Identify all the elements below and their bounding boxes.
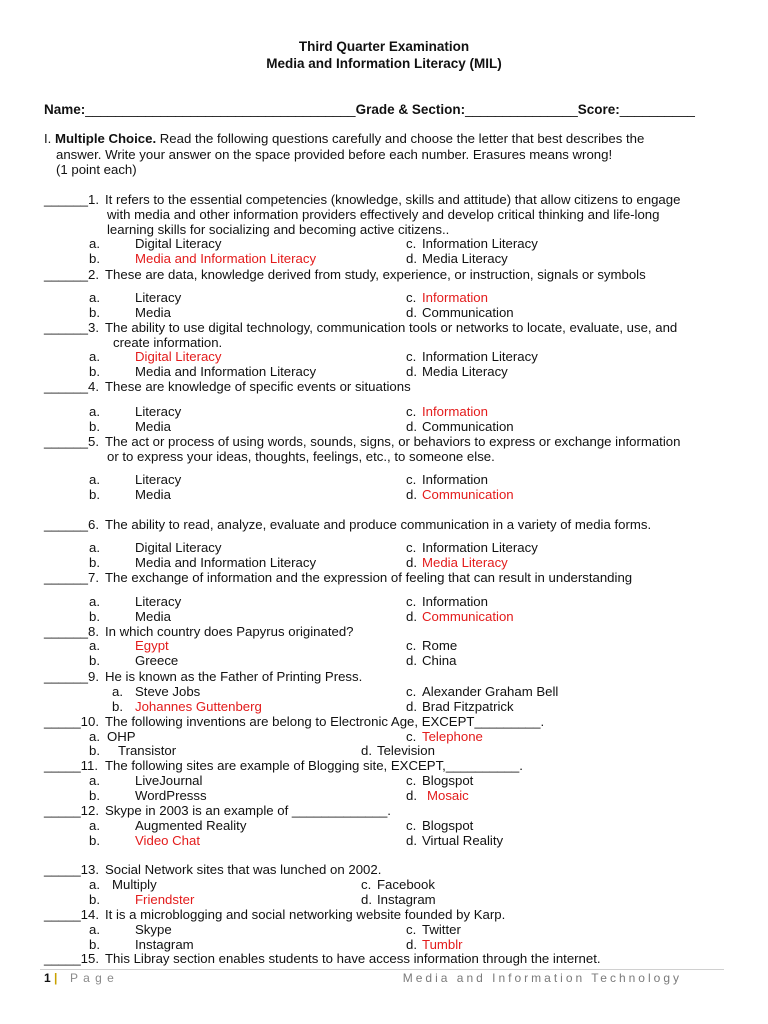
question-10-option-b-letter: b. — [89, 743, 100, 758]
question-3-line: create information. — [113, 335, 223, 350]
question-14-option-c-letter: c. — [406, 922, 417, 937]
question-4-option-c-letter: c. — [406, 404, 417, 419]
question-5-option-a-letter: a. — [89, 472, 100, 487]
question-5-option-d-letter: d. — [406, 487, 417, 502]
question-2-text — [105, 267, 720, 282]
question-5-option-c-letter: c. — [406, 472, 417, 487]
question-8-text — [105, 624, 720, 639]
question-7-option-c: Information — [422, 594, 488, 609]
name-label: Name: — [44, 102, 86, 117]
question-6-option-b: Media and Information Literacy — [135, 555, 317, 570]
question-14-option-d: Tumblr — [422, 937, 463, 952]
question-6-option-a-letter: a. — [89, 540, 100, 555]
question-11-option-d: Mosaic — [427, 788, 469, 803]
question-9-number: ______9. — [44, 669, 100, 684]
question-10-option-b: Transistor — [118, 743, 177, 758]
question-3-number: ______3. — [44, 320, 100, 335]
instructions-line-1: Read the following questions carefully and choose the letter that best describes the — [156, 131, 645, 146]
question-14-option-b-letter: b. — [89, 937, 100, 952]
question-1-option-c-letter: c. — [406, 236, 417, 251]
question-12-option-d: Virtual Reality — [422, 833, 504, 848]
question-14-option-a: Skype — [135, 922, 172, 937]
question-12-option-b-letter: b. — [89, 833, 100, 848]
question-2-option-d: Communication — [422, 305, 514, 320]
question-3-option-d: Media Literacy — [422, 364, 508, 379]
question-12-option-b: Video Chat — [135, 833, 201, 848]
question-14-option-d-letter: d. — [406, 937, 417, 952]
question-1-text — [105, 192, 720, 237]
question-14-option-c: Twitter — [422, 922, 461, 937]
question-5-option-c: Information — [422, 472, 488, 487]
question-8-line: In which country does Papyrus originated? — [105, 624, 354, 639]
question-13-line: Social Network sites that was lunched on 2002. — [105, 862, 382, 877]
page-separator: | — [50, 971, 58, 985]
student-info-line — [44, 102, 724, 117]
question-2-option-a: Literacy — [135, 290, 182, 305]
question-6-option-d: Media Literacy — [422, 555, 508, 570]
footer-course-title: Media and Information Technology — [402, 971, 682, 985]
question-9-option-a: Steve Jobs — [135, 684, 201, 699]
question-13-option-a: Multiply — [112, 877, 157, 892]
question-6-option-a: Digital Literacy — [135, 540, 222, 555]
question-10-option-c-letter: c. — [406, 729, 417, 744]
question-9-option-c-letter: c. — [406, 684, 417, 699]
question-2-line: These are data, knowledge derived from study, experience, or instruction, signals or symbols — [105, 267, 646, 282]
section-heading: Multiple Choice. — [55, 131, 157, 146]
question-13-option-d-letter: d. — [361, 892, 372, 907]
question-8-option-d-letter: d. — [406, 653, 417, 668]
question-6-option-c-letter: c. — [406, 540, 417, 555]
question-4-option-c: Information — [422, 404, 488, 419]
question-1-option-b: Media and Information Literacy — [135, 251, 317, 266]
instructions — [44, 131, 720, 178]
question-11-text — [105, 758, 720, 773]
question-7-option-d-letter: d. — [406, 609, 417, 624]
exam-subtitle: Media and Information Literacy (MIL) — [266, 56, 502, 71]
question-9-option-b: Johannes Guttenberg — [135, 699, 262, 714]
question-9-text — [105, 669, 720, 684]
question-9-option-d: Brad Fitzpatrick — [422, 699, 514, 714]
question-4-number: ______4. — [44, 379, 100, 394]
question-6-number: ______6. — [44, 517, 100, 532]
question-6-option-b-letter: b. — [89, 555, 100, 570]
question-10-option-d: Television — [377, 743, 435, 758]
question-9-option-b-letter: b. — [112, 699, 123, 714]
question-11-option-d-letter: d. — [406, 788, 417, 803]
question-4-option-d: Communication — [422, 419, 514, 434]
question-7-option-a: Literacy — [135, 594, 182, 609]
question-4-option-a-letter: a. — [89, 404, 100, 419]
page-number-value: 1 — [44, 971, 51, 985]
question-6-option-c: Information Literacy — [422, 540, 538, 555]
question-1-line: It refers to the essential competencies (knowledge, skills and attitude) that allow citizens to engage — [105, 192, 681, 207]
question-14-number: _____14. — [44, 907, 100, 922]
score-label: Score: — [577, 102, 620, 117]
page-number — [44, 971, 57, 985]
question-10-option-c: Telephone — [422, 729, 483, 744]
question-4-option-a: Literacy — [135, 404, 182, 419]
question-10-option-d-letter: d. — [361, 743, 372, 758]
question-1-number: ______1. — [44, 192, 100, 207]
question-8-option-b-letter: b. — [89, 653, 100, 668]
question-1-option-d: Media Literacy — [422, 251, 508, 266]
question-8-option-b: Greece — [135, 653, 179, 668]
question-13-option-c-letter: c. — [361, 877, 372, 892]
question-9-option-c: Alexander Graham Bell — [422, 684, 559, 699]
question-7-option-b: Media — [135, 609, 171, 624]
question-4-option-d-letter: d. — [406, 419, 417, 434]
question-2-option-d-letter: d. — [406, 305, 417, 320]
question-10-option-a: OHP — [107, 729, 136, 744]
question-3-option-c-letter: c. — [406, 349, 417, 364]
question-5-option-b-letter: b. — [89, 487, 100, 502]
question-7-number: ______7. — [44, 570, 100, 585]
score-blank: __________ — [619, 102, 695, 117]
question-11-option-a: LiveJournal — [135, 773, 203, 788]
question-5-number: ______5. — [44, 434, 100, 449]
page-label: P a g e — [70, 971, 115, 985]
question-10-line: The following inventions are belong to Electronic Age, EXCEPT_________. — [105, 714, 545, 729]
question-3-text — [105, 320, 720, 350]
question-1-option-b-letter: b. — [89, 251, 100, 266]
question-14-option-a-letter: a. — [89, 922, 100, 937]
question-15-number: _____15. — [44, 951, 100, 966]
question-13-text — [105, 862, 720, 877]
question-13-option-c: Facebook — [377, 877, 435, 892]
question-6-text — [105, 517, 720, 532]
grade-section-blank: _______________ — [465, 102, 578, 117]
question-2-option-a-letter: a. — [89, 290, 100, 305]
question-6-option-d-letter: d. — [406, 555, 417, 570]
question-15-text — [105, 951, 720, 966]
question-1-line: learning skills for socializing and becoming active citizens.. — [107, 222, 450, 237]
question-4-option-b-letter: b. — [89, 419, 100, 434]
question-9-option-d-letter: d. — [406, 699, 417, 714]
question-1-option-c: Information Literacy — [422, 236, 538, 251]
question-3-option-b: Media and Information Literacy — [135, 364, 317, 379]
section-number: I. — [44, 131, 52, 146]
question-13-option-a-letter: a. — [89, 877, 100, 892]
question-3-option-c: Information Literacy — [422, 349, 538, 364]
question-1-option-a-letter: a. — [89, 236, 100, 251]
question-11-line: The following sites are example of Blogging site, EXCEPT,__________. — [105, 758, 523, 773]
question-8-option-c: Rome — [422, 638, 458, 653]
question-2-option-c: Information — [422, 290, 488, 305]
question-5-line: or to express your ideas, thoughts, feelings, etc., to someone else. — [107, 449, 495, 464]
question-7-option-b-letter: b. — [89, 609, 100, 624]
question-4-option-b: Media — [135, 419, 171, 434]
exam-title: Third Quarter Examination — [298, 39, 470, 54]
question-13-option-b: Friendster — [135, 892, 195, 907]
question-5-option-b: Media — [135, 487, 171, 502]
question-14-line: It is a microblogging and social networking website founded by Karp. — [105, 907, 506, 922]
name-blank: ____________________________________ — [85, 102, 356, 117]
question-6-line: The ability to read, analyze, evaluate and produce communication in a variety of media forms. — [105, 517, 652, 532]
question-8-option-a: Egypt — [135, 638, 169, 653]
question-3-line: The ability to use digital technology, communication tools or networks to locate, evaluate, use, and — [105, 320, 678, 335]
question-11-number: _____11. — [44, 758, 99, 773]
question-2-option-c-letter: c. — [406, 290, 417, 305]
question-8-option-c-letter: c. — [406, 638, 417, 653]
question-2-option-b: Media — [135, 305, 171, 320]
question-4-text — [105, 379, 720, 394]
question-8-number: ______8. — [44, 624, 100, 639]
question-11-option-c: Blogspot — [422, 773, 474, 788]
question-12-option-c: Blogspot — [422, 818, 474, 833]
question-10-option-a-letter: a. — [89, 729, 100, 744]
question-3-option-b-letter: b. — [89, 364, 100, 379]
question-12-option-c-letter: c. — [406, 818, 417, 833]
question-11-option-b: WordPresss — [135, 788, 207, 803]
question-15-line: This Libray section enables students to have access information through the internet. — [105, 951, 601, 966]
question-8-option-d: China — [422, 653, 457, 668]
instructions-line-3: (1 point each) — [56, 162, 137, 177]
question-1-line: with media and other information providers effectively and develop critical thinking and life-long — [107, 207, 660, 222]
question-5-line: The act or process of using words, sounds, signs, or behaviors to express or exchange information — [105, 434, 681, 449]
question-8-option-a-letter: a. — [89, 638, 100, 653]
question-12-text — [105, 803, 720, 818]
question-12-line: Skype in 2003 is an example of _____________. — [105, 803, 391, 818]
question-7-option-d: Communication — [422, 609, 514, 624]
instructions-line-2: answer. Write your answer on the space provided before each number. Erasures means wrong! — [56, 146, 613, 162]
question-11-option-a-letter: a. — [89, 773, 100, 788]
question-9-line: He is known as the Father of Printing Press. — [105, 669, 363, 684]
question-4-line: These are knowledge of specific events or situations — [105, 379, 411, 394]
question-5-text — [105, 434, 720, 464]
question-14-text — [105, 907, 720, 922]
question-9-option-a-letter: a. — [112, 684, 123, 699]
question-1-option-a: Digital Literacy — [135, 236, 222, 251]
question-10-number: _____10. — [44, 714, 100, 729]
question-10-text — [105, 714, 720, 729]
footer-divider — [40, 969, 724, 970]
question-12-option-a: Augmented Reality — [135, 818, 247, 833]
question-14-option-b: Instagram — [135, 937, 194, 952]
question-7-line: The exchange of information and the expression of feeling that can result in understanding — [105, 570, 633, 585]
question-2-number: ______2. — [44, 267, 100, 282]
question-5-option-a: Literacy — [135, 472, 182, 487]
question-13-option-b-letter: b. — [89, 892, 100, 907]
question-13-number: _____13. — [44, 862, 100, 877]
question-5-option-d: Communication — [422, 487, 514, 502]
question-2-option-b-letter: b. — [89, 305, 100, 320]
question-3-option-a-letter: a. — [89, 349, 100, 364]
question-12-option-a-letter: a. — [89, 818, 100, 833]
question-1-option-d-letter: d. — [406, 251, 417, 266]
question-12-number: _____12. — [44, 803, 100, 818]
question-3-option-a: Digital Literacy — [135, 349, 222, 364]
question-11-option-b-letter: b. — [89, 788, 100, 803]
question-11-option-c-letter: c. — [406, 773, 417, 788]
question-13-option-d: Instagram — [377, 892, 436, 907]
grade-section-label: Grade & Section: — [355, 102, 466, 117]
question-12-option-d-letter: d. — [406, 833, 417, 848]
question-7-text — [105, 570, 720, 585]
question-3-option-d-letter: d. — [406, 364, 417, 379]
question-7-option-a-letter: a. — [89, 594, 100, 609]
question-7-option-c-letter: c. — [406, 594, 417, 609]
